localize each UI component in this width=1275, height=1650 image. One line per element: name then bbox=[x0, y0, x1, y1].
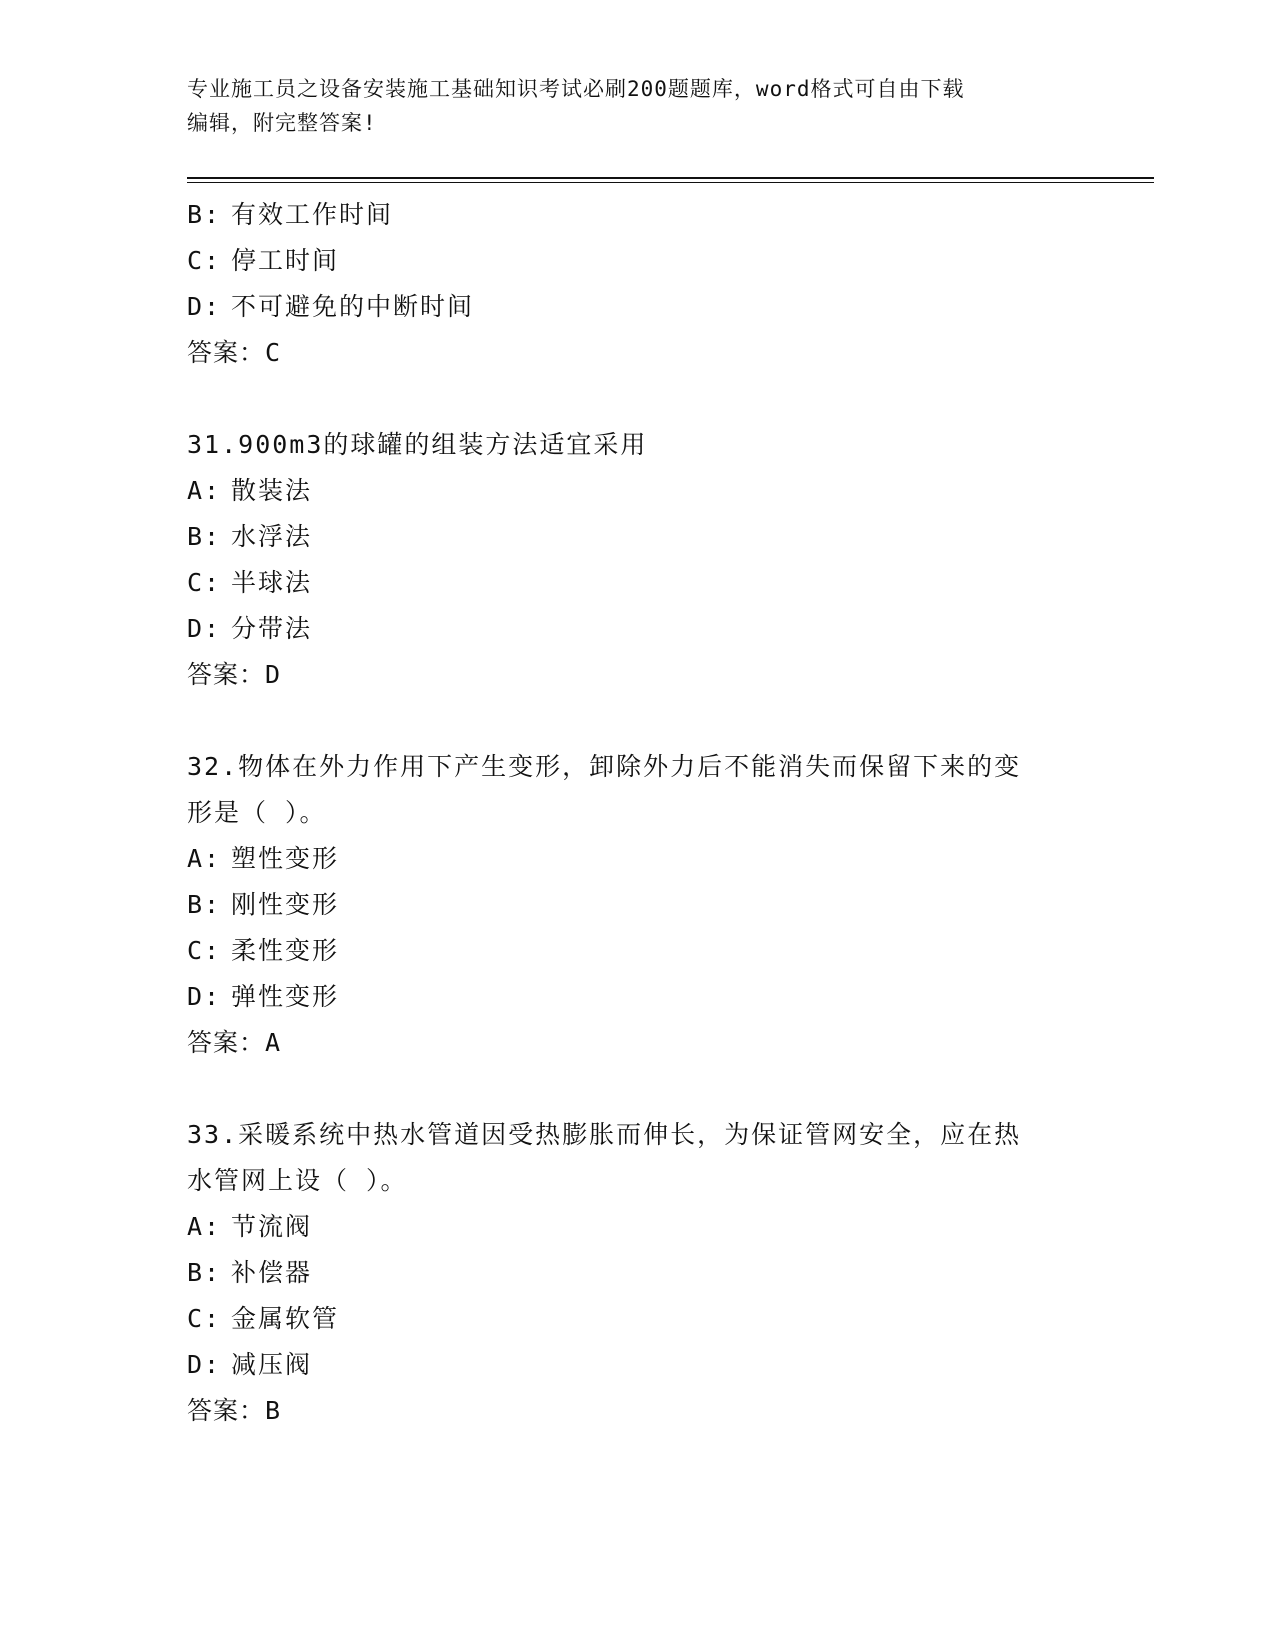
option-c bbox=[187, 928, 1087, 974]
option-text: 散装法 bbox=[231, 476, 313, 505]
header-title-line2: 编辑，附完整答案! bbox=[187, 111, 377, 135]
option-key: C: bbox=[187, 568, 222, 597]
option-text: 金属软管 bbox=[231, 1304, 340, 1333]
option-b bbox=[187, 1250, 1087, 1296]
option-key: B: bbox=[187, 890, 222, 919]
option-text: 减压阀 bbox=[231, 1350, 313, 1379]
option-text: 塑性变形 bbox=[231, 844, 340, 873]
option-text: 柔性变形 bbox=[231, 936, 340, 965]
question-stem: 31.900m3的球罐的组装方法适宜采用 bbox=[187, 430, 648, 459]
question-30-continued bbox=[187, 192, 1087, 376]
option-text: 不可避免的中断时间 bbox=[231, 292, 475, 321]
option-d bbox=[187, 1342, 1087, 1388]
header-divider-thin bbox=[187, 182, 1154, 183]
option-a bbox=[187, 836, 1087, 882]
option-text: 半球法 bbox=[231, 568, 313, 597]
option-key: D: bbox=[187, 614, 222, 643]
option-text: 节流阀 bbox=[231, 1212, 313, 1241]
question-stem-line2: 形是（ ）。 bbox=[187, 798, 327, 827]
answer-value: A bbox=[265, 1028, 282, 1057]
option-key: D: bbox=[187, 1350, 222, 1379]
document-header bbox=[187, 72, 1067, 140]
option-text: 有效工作时间 bbox=[231, 200, 394, 229]
option-b bbox=[187, 882, 1087, 928]
answer-line bbox=[187, 1388, 1087, 1434]
option-a bbox=[187, 1204, 1087, 1250]
option-text: 补偿器 bbox=[231, 1258, 313, 1287]
question-33 bbox=[187, 1112, 1087, 1434]
question-stem-line1: 33.采暖系统中热水管道因受热膨胀而伸长，为保证管网安全，应在热 bbox=[187, 1120, 1022, 1149]
option-text: 弹性变形 bbox=[231, 982, 340, 1011]
option-key: B: bbox=[187, 1258, 222, 1287]
question-31 bbox=[187, 422, 1087, 698]
option-key: B: bbox=[187, 522, 222, 551]
question-stem-line1: 32.物体在外力作用下产生变形，卸除外力后不能消失而保留下来的变 bbox=[187, 752, 1022, 781]
answer-label: 答案： bbox=[187, 1028, 266, 1057]
option-text: 停工时间 bbox=[231, 246, 340, 275]
option-text: 水浮法 bbox=[231, 522, 313, 551]
option-c bbox=[187, 560, 1087, 606]
option-key: C: bbox=[187, 1304, 222, 1333]
option-key: A: bbox=[187, 1212, 222, 1241]
answer-value: D bbox=[265, 660, 282, 689]
answer-line bbox=[187, 652, 1087, 698]
question-stem-line2: 水管网上设（ ）。 bbox=[187, 1166, 408, 1195]
answer-line bbox=[187, 330, 1087, 376]
option-key: D: bbox=[187, 982, 222, 1011]
option-c bbox=[187, 238, 1087, 284]
option-key: C: bbox=[187, 936, 222, 965]
option-d bbox=[187, 284, 1087, 330]
option-d bbox=[187, 606, 1087, 652]
option-key: A: bbox=[187, 844, 222, 873]
question-list bbox=[187, 192, 1087, 1434]
option-key: A: bbox=[187, 476, 222, 505]
option-key: D: bbox=[187, 292, 222, 321]
answer-label: 答案： bbox=[187, 338, 266, 367]
header-divider-thick bbox=[187, 177, 1154, 179]
answer-line bbox=[187, 1020, 1087, 1066]
answer-value: C bbox=[265, 338, 282, 367]
option-text: 刚性变形 bbox=[231, 890, 340, 919]
option-key: C: bbox=[187, 246, 222, 275]
option-key: B: bbox=[187, 200, 222, 229]
answer-label: 答案： bbox=[187, 1396, 266, 1425]
option-a bbox=[187, 468, 1087, 514]
option-text: 分带法 bbox=[231, 614, 313, 643]
answer-label: 答案： bbox=[187, 660, 266, 689]
option-c bbox=[187, 1296, 1087, 1342]
option-d bbox=[187, 974, 1087, 1020]
question-32 bbox=[187, 744, 1087, 1066]
answer-value: B bbox=[265, 1396, 282, 1425]
header-title-line1: 专业施工员之设备安装施工基础知识考试必刷200题题库，word格式可自由下载 bbox=[187, 77, 965, 101]
option-b bbox=[187, 192, 1087, 238]
option-b bbox=[187, 514, 1087, 560]
